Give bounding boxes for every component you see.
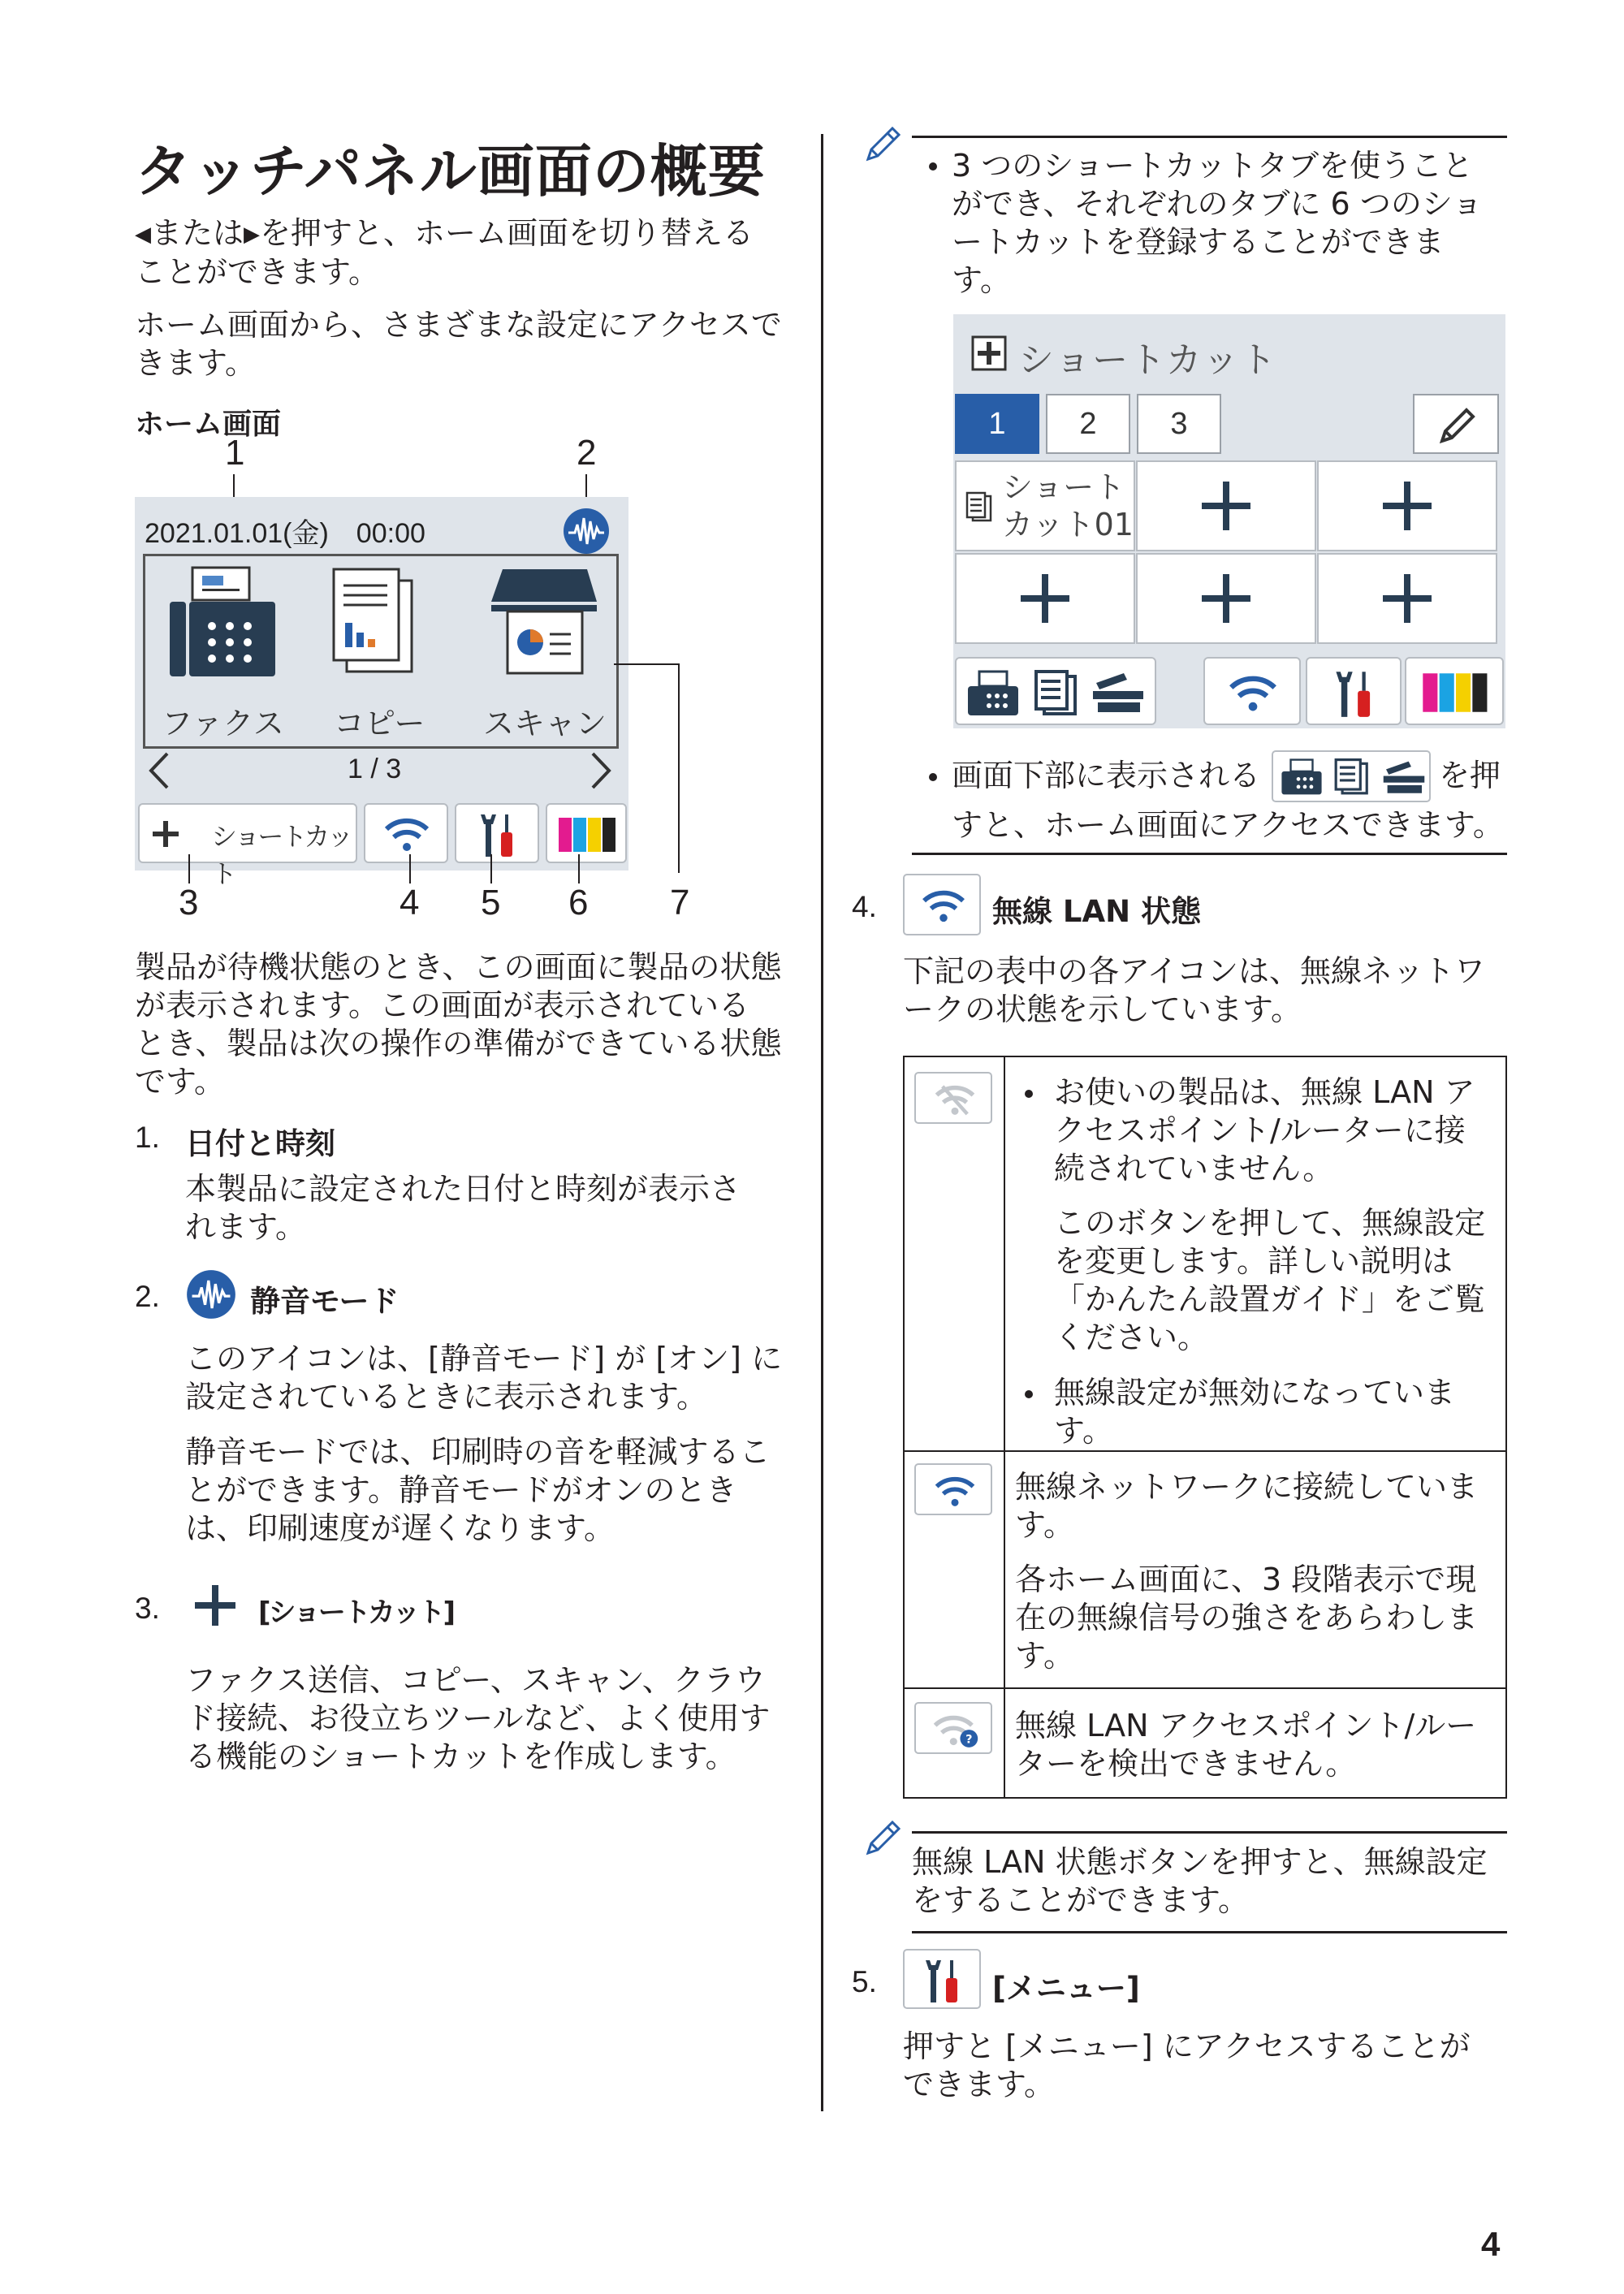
bullet — [1025, 1090, 1033, 1098]
status-para-4: です。 — [135, 1064, 225, 1099]
callout-5: 5 — [481, 883, 501, 922]
plus-icon — [1200, 572, 1252, 624]
item-2-body-a1: このアイコンは、[静音モード] が [オン] に — [185, 1341, 783, 1376]
item-2-body-b1: 静音モードでは、印刷時の音を軽減するこ — [185, 1434, 771, 1470]
note1b-text-b: を押 — [1439, 758, 1501, 793]
status-para-2: が表示されます。この画面が表示されている — [135, 987, 749, 1023]
fax-icon — [966, 670, 1020, 717]
bullet — [929, 162, 937, 171]
shortcut-slot-empty[interactable] — [955, 553, 1135, 644]
callout-3: 3 — [179, 883, 199, 922]
wifi-status-button[interactable] — [1203, 657, 1301, 725]
note-rule-top — [912, 136, 1507, 138]
shortcut-button[interactable] — [138, 803, 357, 889]
tab-2[interactable]: 2 — [1046, 394, 1130, 454]
tools-icon — [1333, 668, 1379, 719]
ink-button[interactable] — [1405, 657, 1504, 725]
intro-line-1: ◀または▶を押すと、ホーム画面を切り替える — [135, 215, 754, 251]
item-2-body-a2: 設定されているときに表示されます。 — [185, 1379, 707, 1415]
home-apps-button[interactable] — [955, 657, 1156, 725]
row1-extra-line2: を変更します。詳しい説明は — [1054, 1243, 1453, 1279]
item-3-title: [ショートカット] — [258, 1596, 454, 1629]
item-5-title: [メニュー] — [992, 1971, 1140, 2006]
item-3-body-2: ド接続、お役立ちツールなど、よく使用す — [185, 1700, 771, 1736]
wifi-off-icon — [934, 1082, 976, 1117]
item-2-number: 2. — [135, 1280, 160, 1313]
callout-2: 2 — [577, 433, 597, 473]
quiet-mode-icon — [185, 1268, 237, 1320]
shortcut-slot-empty[interactable] — [1136, 553, 1316, 644]
menu-icon-box — [903, 1949, 981, 2009]
row1-b1-line1: お使いの製品は、無線 LAN ア — [1054, 1074, 1475, 1110]
bullet — [929, 773, 937, 781]
menu-button[interactable] — [1306, 657, 1402, 725]
wifi-status-icon-box — [903, 874, 981, 935]
shortcut-label: ショートカット — [211, 821, 352, 889]
item-4-title: 無線 LAN 状態 — [992, 894, 1201, 929]
row2-p1-line1: 無線ネットワークに接続していま — [1015, 1469, 1479, 1505]
pencil-note-icon — [863, 1817, 904, 1858]
scan-icon — [1091, 672, 1145, 715]
item-2-body-b2: とができます。静音モードがオンのとき — [185, 1472, 737, 1508]
row1-extra-line3: 「かんたん設置ガイド」をご覧 — [1054, 1281, 1485, 1317]
note1-line-2: ができ、それぞれのタブに 6 つのショ — [952, 186, 1484, 222]
status-para-3: とき、製品は次の操作の準備ができている状態 — [135, 1026, 782, 1061]
copy-icon — [1033, 670, 1080, 717]
row2-p2-line3: す。 — [1015, 1638, 1074, 1674]
item-2-title: 静音モード — [250, 1284, 400, 1319]
plus-icon — [1019, 572, 1071, 624]
pencil-icon — [1437, 405, 1478, 446]
wifi-not-found-icon-box — [914, 1702, 992, 1754]
wifi-connected-icon-box — [914, 1463, 992, 1515]
menu-button[interactable] — [455, 803, 539, 863]
prev-page-icon[interactable] — [148, 750, 171, 791]
home-datetime: 2021.01.01(金) 00:00 — [145, 518, 425, 549]
wifi-status-table — [903, 1056, 1507, 1799]
shortcut-screen-illustration — [953, 314, 1505, 728]
row3-line2: ターを検出できません。 — [1015, 1746, 1357, 1782]
left-arrow-icon: ◀ — [135, 222, 151, 247]
wifi-disabled-icon-box — [914, 1072, 992, 1124]
apps-panel — [143, 554, 619, 749]
callout-1: 1 — [225, 433, 245, 473]
page-indicator: 1 / 3 — [348, 754, 402, 784]
note1b-text-a: 画面下部に表示される — [952, 758, 1261, 793]
item-4-number: 4. — [852, 890, 877, 923]
item-1-body-2: れます。 — [185, 1209, 306, 1245]
item-3-number: 3. — [135, 1592, 160, 1625]
plus-icon — [193, 1583, 237, 1627]
row2-p2-line2: 在の無線信号の強さをあらわしま — [1015, 1600, 1479, 1635]
document-icon — [965, 491, 992, 524]
note1-line-3: ートカットを登録することができま — [952, 224, 1445, 260]
wifi-icon — [921, 887, 966, 924]
shortcut-slot-empty[interactable] — [1317, 460, 1497, 551]
page-title: タッチパネル画面の概要 — [135, 138, 766, 205]
item-1-number: 1. — [135, 1121, 160, 1154]
callout-7: 7 — [670, 883, 690, 922]
item-3-body-3: る機能のショートカットを作成します。 — [185, 1739, 736, 1774]
tools-icon — [924, 1957, 965, 2004]
plus-icon — [151, 819, 180, 849]
svg-text:?: ? — [965, 1733, 973, 1747]
right-arrow-icon: ▶ — [244, 222, 261, 247]
ink-icon — [557, 816, 619, 853]
column-divider — [821, 134, 823, 2111]
scan-icon[interactable] — [486, 564, 600, 686]
fax-icon[interactable] — [160, 564, 282, 686]
callout-4: 4 — [400, 883, 420, 922]
row1-extra-line1: このボタンを押して、無線設定 — [1054, 1205, 1486, 1241]
wifi-icon — [1228, 672, 1278, 714]
row1-b1-line3: 続されていません。 — [1054, 1151, 1334, 1186]
item-5-body-2: できます。 — [903, 2067, 1055, 2102]
row2-p1-line2: す。 — [1015, 1507, 1074, 1543]
app-label-copy: コピー — [334, 706, 425, 741]
home-apps-inline-icon — [1272, 750, 1431, 802]
home-screen-illustration — [135, 497, 628, 889]
row3-line1: 無線 LAN アクセスポイント/ルー — [1015, 1708, 1477, 1743]
plus-icon — [1381, 572, 1433, 624]
app-label-fax: ファクス — [162, 706, 284, 741]
row1-b2-line1: 無線設定が無効になっていま — [1054, 1375, 1456, 1411]
item-5-body-1: 押すと [メニュー] にアクセスすることが — [903, 2028, 1471, 2064]
item-2-body-b3: は、印刷速度が遅くなります。 — [185, 1510, 615, 1546]
callout-6: 6 — [568, 883, 589, 922]
row2-p2-line1: 各ホーム画面に、3 段階表示で現 — [1015, 1562, 1477, 1597]
plus-icon — [1200, 480, 1252, 532]
bullet — [1025, 1390, 1033, 1398]
note-rule-bottom — [912, 853, 1507, 855]
home-heading: ホーム画面 — [135, 408, 282, 441]
ink-icon — [1419, 672, 1492, 714]
shortcut-screen-title: ショートカット — [1018, 339, 1278, 381]
item-5-number: 5. — [852, 1965, 877, 1998]
note1-line-1: 3 つのショートカットタブを使うこと — [952, 148, 1473, 184]
note1b-text-c: すと、ホーム画面にアクセスできます。 — [952, 807, 1504, 843]
quiet-mode-icon — [562, 507, 611, 555]
copy-icon — [1333, 758, 1371, 796]
page-number: 4 — [1481, 2225, 1501, 2263]
row1-b2-line2: す。 — [1054, 1413, 1113, 1449]
note2-line2: をすることができます。 — [912, 1882, 1249, 1918]
note-rule-bottom — [912, 1931, 1507, 1933]
note2-line1: 無線 LAN 状態ボタンを押すと、無線設定 — [912, 1844, 1488, 1880]
note1-line-4: す。 — [952, 262, 1011, 298]
intro-line-2: ことができます。 — [135, 254, 379, 290]
item-1-body-1: 本製品に設定された日付と時刻が表示さ — [185, 1171, 741, 1207]
note-rule-top — [912, 1831, 1507, 1834]
item-4-body-1: 下記の表中の各アイコンは、無線ネットワ — [903, 953, 1486, 989]
row1-extra-line4: ください。 — [1054, 1320, 1209, 1355]
tab-3[interactable]: 3 — [1137, 394, 1221, 454]
item-1-title: 日付と時刻 — [185, 1126, 335, 1161]
shortcut-slot-label: ショート カット01 — [1002, 469, 1134, 542]
next-page-icon[interactable] — [590, 750, 612, 791]
shortcut-slot-empty[interactable] — [1317, 553, 1497, 644]
row1-b1-line2: クセスポイント/ルーターに接 — [1054, 1112, 1466, 1148]
scan-icon — [1382, 760, 1426, 796]
copy-icon[interactable] — [322, 564, 428, 686]
wifi-not-found-icon — [932, 1712, 979, 1749]
pencil-note-icon — [863, 123, 904, 164]
item-4-body-2: ークの状態を示しています。 — [903, 991, 1302, 1027]
ink-button[interactable] — [546, 803, 627, 863]
intro-para2-line2: きます。 — [135, 345, 256, 381]
add-shortcut-icon — [971, 335, 1007, 371]
edit-button[interactable] — [1413, 394, 1499, 454]
status-para-1: 製品が待機状態のとき、この画面に製品の状態 — [135, 949, 782, 985]
wifi-icon — [934, 1473, 976, 1509]
intro-para2-line1: ホーム画面から、さまざまな設定にアクセスで — [135, 307, 782, 343]
wifi-icon — [383, 814, 430, 853]
fax-icon — [1280, 758, 1324, 796]
shortcut-slot-registered[interactable] — [955, 460, 1135, 551]
wifi-status-button[interactable] — [364, 803, 448, 863]
shortcut-slot-empty[interactable] — [1136, 460, 1316, 551]
tools-icon — [479, 811, 520, 858]
app-label-scan: スキャン — [483, 706, 607, 741]
tab-1[interactable]: 1 — [955, 394, 1039, 454]
plus-icon — [1381, 480, 1433, 532]
item-3-body-1: ファクス送信、コピー、スキャン、クラウ — [185, 1662, 766, 1698]
